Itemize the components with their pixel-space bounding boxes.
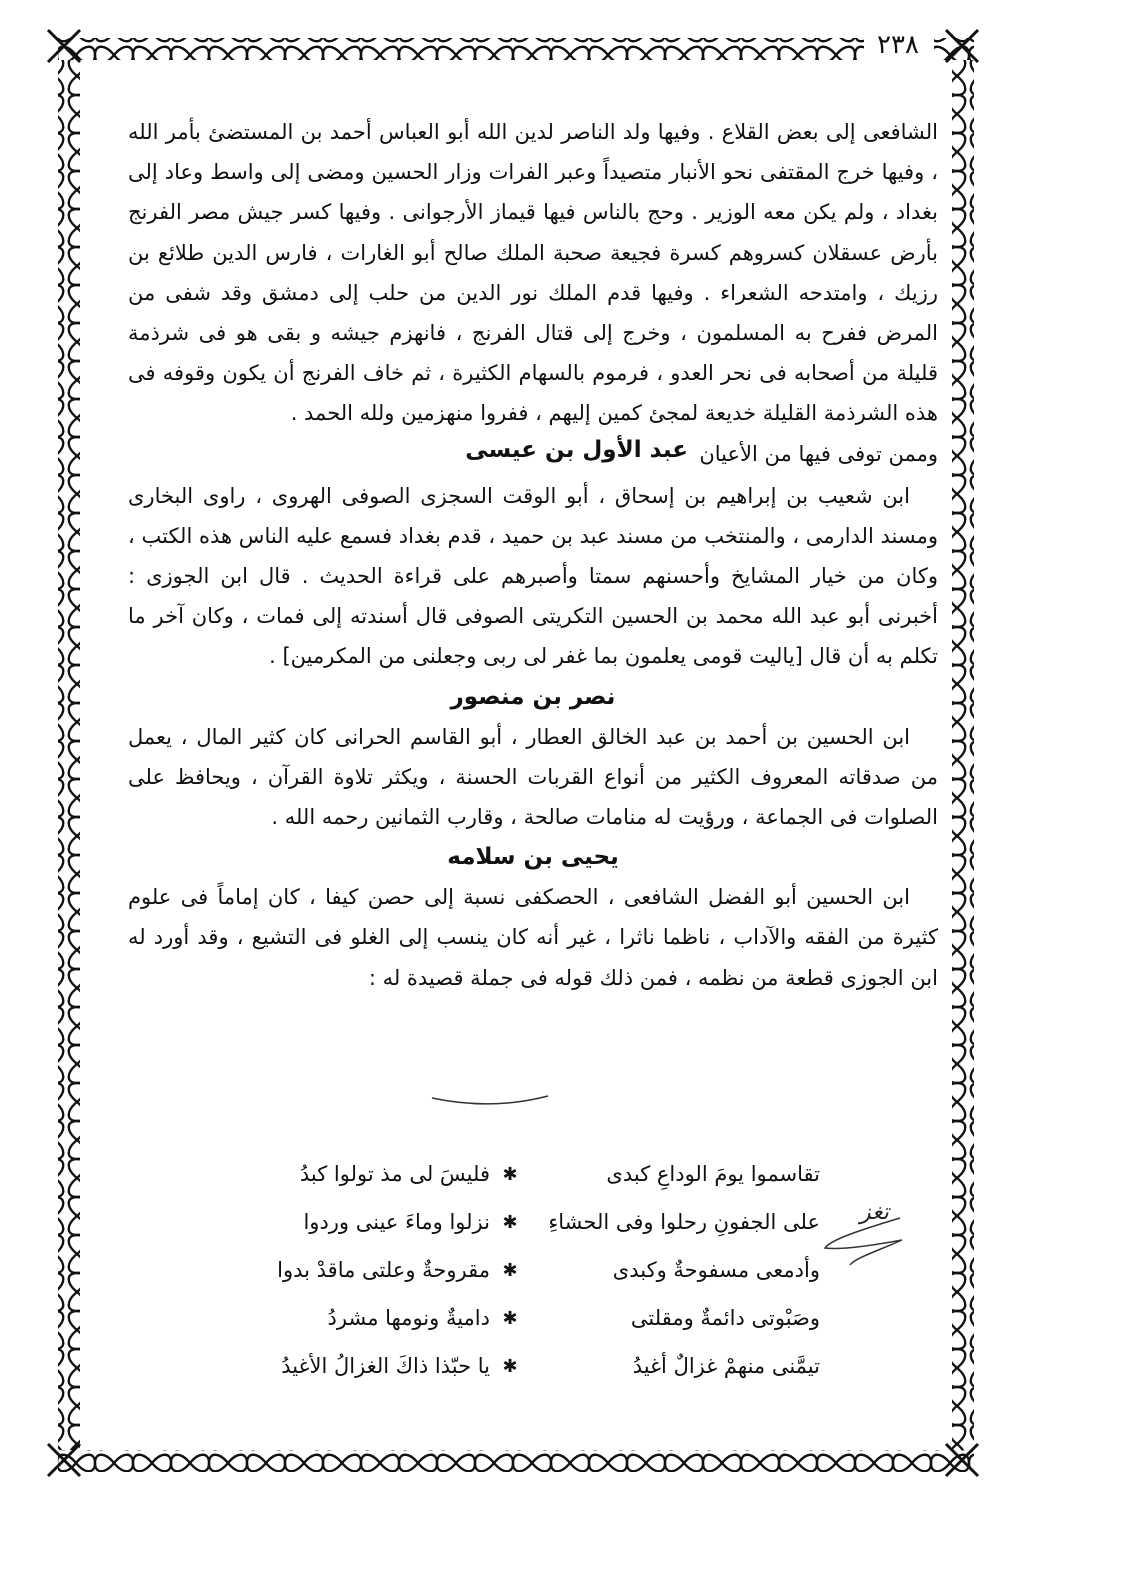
page-number: ٢٣٨ xyxy=(877,30,919,60)
verse-separator-star: ✱ xyxy=(502,1211,518,1233)
page-body xyxy=(128,112,938,998)
handwritten-scribble xyxy=(820,1210,910,1270)
poem-verse xyxy=(200,1294,840,1342)
verse-second-hemistich: نزلوا وماءَ عينى وردوا xyxy=(303,1210,490,1234)
verse-first-hemistich: وصَبْوتى دائمةٌ ومقلتى xyxy=(630,1306,820,1330)
poem xyxy=(200,1150,840,1390)
biography-heading-2: نصر بن منصور xyxy=(450,683,616,710)
biography-text-2: ابن الحسين بن أحمد بن عبد الخالق العطار ، أبو القاسم الحرانى كان كثير المال ، يعمل من صدقاته المعروف الكثير من أنواع القربات الحسنة ، ويكثر تلاوة القرآن ، ويحافظ على الصلوات فى الجماعة ، ورؤيت له منامات صالحة ، وقارب الثمانين رحمه الله . xyxy=(128,724,938,830)
verse-separator-star: ✱ xyxy=(502,1259,518,1281)
paragraph-events: الشافعى إلى بعض القلاع . وفيها ولد الناصر لدين الله أبو العباس أحمد بن المستضئ بأمر الله ، وفيها خرج المقتفى نحو الأنبار متصيداً وعبر الفرات وزار الحسين ومضى إلى واسط وعاد إلى بغداد ، ولم يكن معه الوزير . وحج بالناس فيها قيماز الأرجوانى . وفيها كسر جيش مصر الفرنج بأرض عسقلان كسروهم كسرة فجيعة صحبة الملك صالح أبو الغارات ، فارس الدين طلائع بن رزيك ، وامتدحه الشعراء . وفيها قدم الملك نور الدين من حلب إلى دمشق وقد شفى من المرض ففرح به المسلمون ، وخرج إلى قتال الفرنج ، فانهزم جيشه و بقى هو فى شرذمة قليلة من أصحابه فى نحر العدو ، فرموم بالسهام الكثيرة ، ثم خاف الفرنج أن يكون وقوفه فى هذه الشرذمة القليلة خديعة لمجئ كمين إليهم ، ففروا منهزمين ولله الحمد . xyxy=(128,120,938,426)
verse-separator-star: ✱ xyxy=(502,1307,518,1329)
verse-first-hemistich: تقاسموا يومَ الوداعِ كبدى xyxy=(606,1162,820,1186)
deaths-intro-line xyxy=(128,434,938,476)
biography-heading-1: عبد الأول بن عيسى xyxy=(465,436,688,463)
handwritten-margin-note: تغز xyxy=(860,1200,889,1225)
poem-verse xyxy=(200,1246,840,1294)
verse-first-hemistich: وأدمعى مسفوحةٌ وكبدى xyxy=(612,1258,820,1282)
verse-second-hemistich: مقروحةٌ وعلتى ماقدْ بدوا xyxy=(277,1258,490,1282)
verse-separator-star: ✱ xyxy=(502,1355,518,1377)
verse-first-hemistich: على الجفونِ رحلوا وفى الحشاءِ xyxy=(548,1210,820,1234)
biography-text-3: ابن الحسين أبو الفضل الشافعى ، الحصكفى نسبة إلى حصن كيفا ، كان إماماً فى علوم كثيرة من الفقه والآداب ، ناظما ناثرا ، غير أنه كان ينسب إلى الغلو فى التشيع ، وقد أورد له ابن الجوزى قطعة من نظمه ، فمن ذلك قوله فى جملة قصيدة له : xyxy=(128,885,938,990)
verse-separator-star: ✱ xyxy=(502,1163,518,1185)
verse-second-hemistich: فليسَ لى مذ تولوا كبدُ xyxy=(299,1162,490,1186)
verse-second-hemistich: داميةٌ ونومها مشردُ xyxy=(327,1306,490,1330)
verse-second-hemistich: يا حبّذا ذاكَ الغزالُ الأغيدُ xyxy=(281,1354,490,1378)
poem-verse xyxy=(200,1150,840,1198)
biography-heading-3: يحيى بن سلامه xyxy=(447,844,619,871)
poem-verse xyxy=(200,1342,840,1390)
biography-text-1: ابن شعيب بن إبراهيم بن إسحاق ، أبو الوقت السجزى الصوفى الهروى ، راوى البخارى ومسند الدارمى ، والمنتخب من مسند عبد بن حميد ، قدم بغداد فسمع عليه الناس هذه الكتب ، وكان من خيار المشايخ وأحسنهم سمتا وأصبرهم على قراءة الحديث . قال ابن الجوزى : أخبرنى أبو عبد الله محمد بن الحسين التكريتى الصوفى قال أسندته إلى فمات ، وكان آخر ما تكلم به أن قال [ياليت قومى يعلمون بما غفر لى ربى وجعلنى من المكرمين] . xyxy=(128,483,938,669)
poem-verse xyxy=(200,1198,840,1246)
handwritten-underline xyxy=(430,1092,550,1112)
deaths-intro-phrase: وممن توفى فيها من الأعيان xyxy=(699,441,938,466)
verse-first-hemistich: تيمَّنى منهمْ غزالٌ أغيدُ xyxy=(632,1354,820,1378)
